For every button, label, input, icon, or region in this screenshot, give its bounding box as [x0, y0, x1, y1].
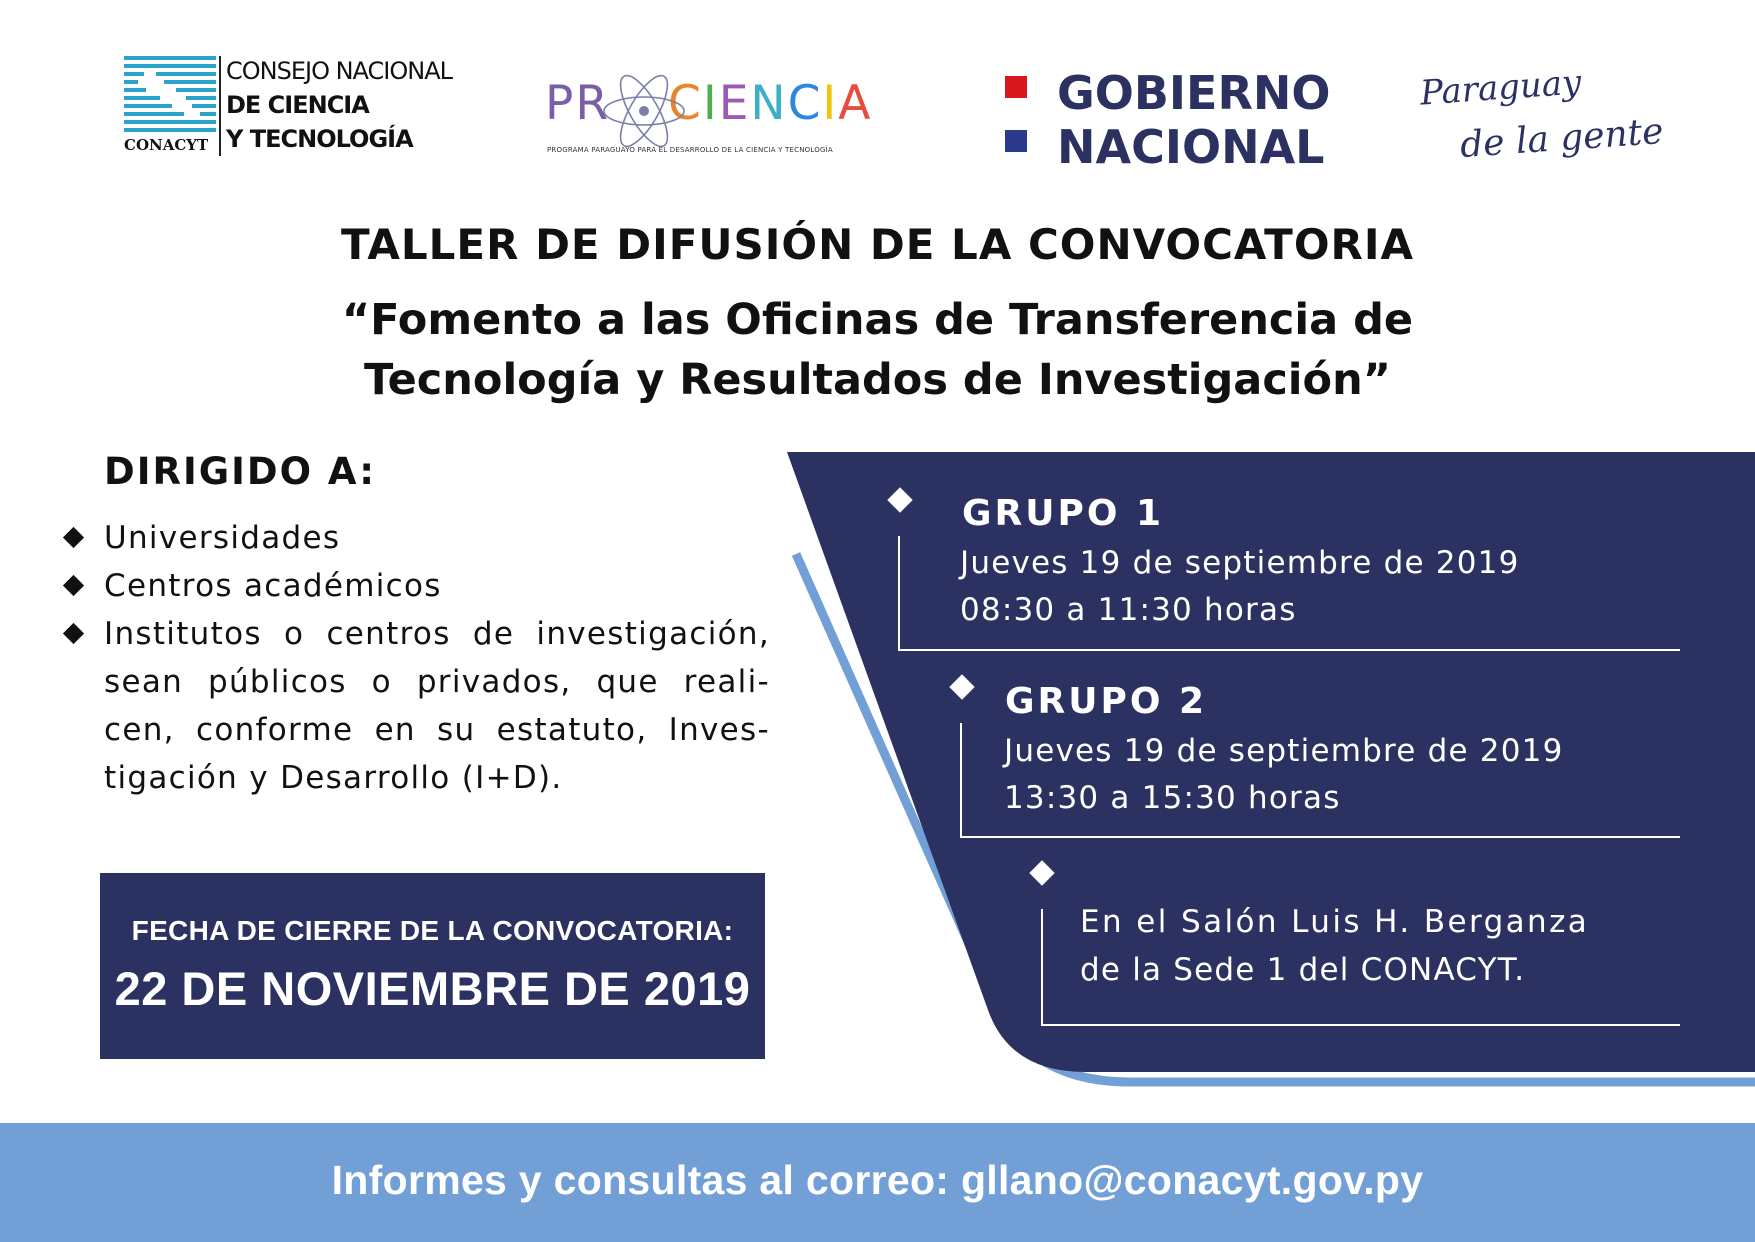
audience-heading: DIRIGIDO A:	[104, 450, 377, 493]
prociencia-letter: C	[668, 76, 703, 131]
audience-list	[60, 514, 770, 802]
group-2-time: 13:30 a 15:30 horas	[1004, 780, 1341, 816]
diamond-bullet-icon	[63, 575, 84, 596]
group-1-title: GRUPO 1	[962, 493, 1165, 534]
paraguay-line1: Paraguay	[1418, 62, 1583, 114]
event-title: TALLER DE DIFUSIÓN DE LA CONVOCATORIA	[341, 220, 1414, 269]
group-2-divider	[960, 836, 1680, 838]
diamond-bullet-icon	[63, 623, 84, 644]
group-2-vertical-line	[960, 723, 962, 838]
conacyt-name-line1: CONSEJO NACIONAL	[226, 57, 453, 85]
footer-contact-text: Informes y consultas al correo: gllano@conacyt.gov.py	[331, 1157, 1424, 1203]
group-1-time: 08:30 a 11:30 horas	[960, 592, 1297, 628]
gobierno-line1: GOBIERNO	[1057, 66, 1331, 120]
list-item	[60, 610, 770, 802]
group-2-title: GRUPO 2	[1005, 681, 1208, 722]
list-item	[60, 562, 770, 610]
prociencia-letter: P	[545, 76, 576, 131]
venue-vertical-line	[1041, 909, 1043, 1026]
venue-divider	[1041, 1024, 1680, 1026]
group-1-divider	[898, 649, 1680, 651]
event-subtitle-line1: “Fomento a las Oficinas de Transferencia de	[341, 295, 1414, 345]
deadline-label: FECHA DE CIERRE DE LA CONVOCATORIA:	[131, 915, 734, 946]
prociencia-subtitle: PROGRAMA PARAGUAYO PARA EL DESARROLLO DE LA CIENCIA Y TECNOLOGÍA	[547, 146, 833, 154]
group-1-vertical-line	[898, 536, 900, 651]
prociencia-letter: I	[822, 76, 839, 131]
conacyt-name-line3: Y TECNOLOGÍA	[226, 125, 413, 153]
footer-bar	[0, 1123, 1755, 1242]
prociencia-letter: E	[718, 76, 751, 131]
group-2-date: Jueves 19 de septiembre de 2019	[1004, 733, 1564, 769]
deadline-box	[100, 873, 765, 1059]
venue-line2: de la Sede 1 del CONACYT.	[1080, 952, 1526, 988]
list-item	[60, 514, 770, 562]
event-subtitle-line2: Tecnología y Resultados de Investigación”	[364, 355, 1391, 405]
paraguay-line2: de la gente	[1458, 110, 1665, 167]
group-1-date: Jueves 19 de septiembre de 2019	[960, 545, 1520, 581]
conacyt-name-line2: DE CIENCIA	[226, 91, 369, 119]
deadline-date: 22 DE NOVIEMBRE DE 2019	[114, 962, 751, 1015]
diamond-bullet-icon	[63, 527, 84, 548]
audience-item-text: Centros académicos	[104, 568, 442, 604]
venue-line1: En el Salón Luis H. Berganza	[1080, 904, 1590, 940]
prociencia-letter: N	[750, 76, 788, 131]
audience-item-text: Institutos o centros de investigación, sean públicos o privados, que reali-cen, conforme en su estatuto, Inves-tigación y Desarrollo (I+D).	[104, 616, 770, 796]
prociencia-letter: C	[787, 76, 823, 131]
prociencia-letter: A	[838, 76, 873, 131]
prociencia-letter: I	[702, 76, 719, 131]
audience-item-text: Universidades	[104, 520, 341, 556]
prociencia-letter: R	[575, 76, 611, 131]
conacyt-abbreviation: CONACYT	[124, 136, 209, 154]
gobierno-line2: NACIONAL	[1057, 120, 1325, 174]
